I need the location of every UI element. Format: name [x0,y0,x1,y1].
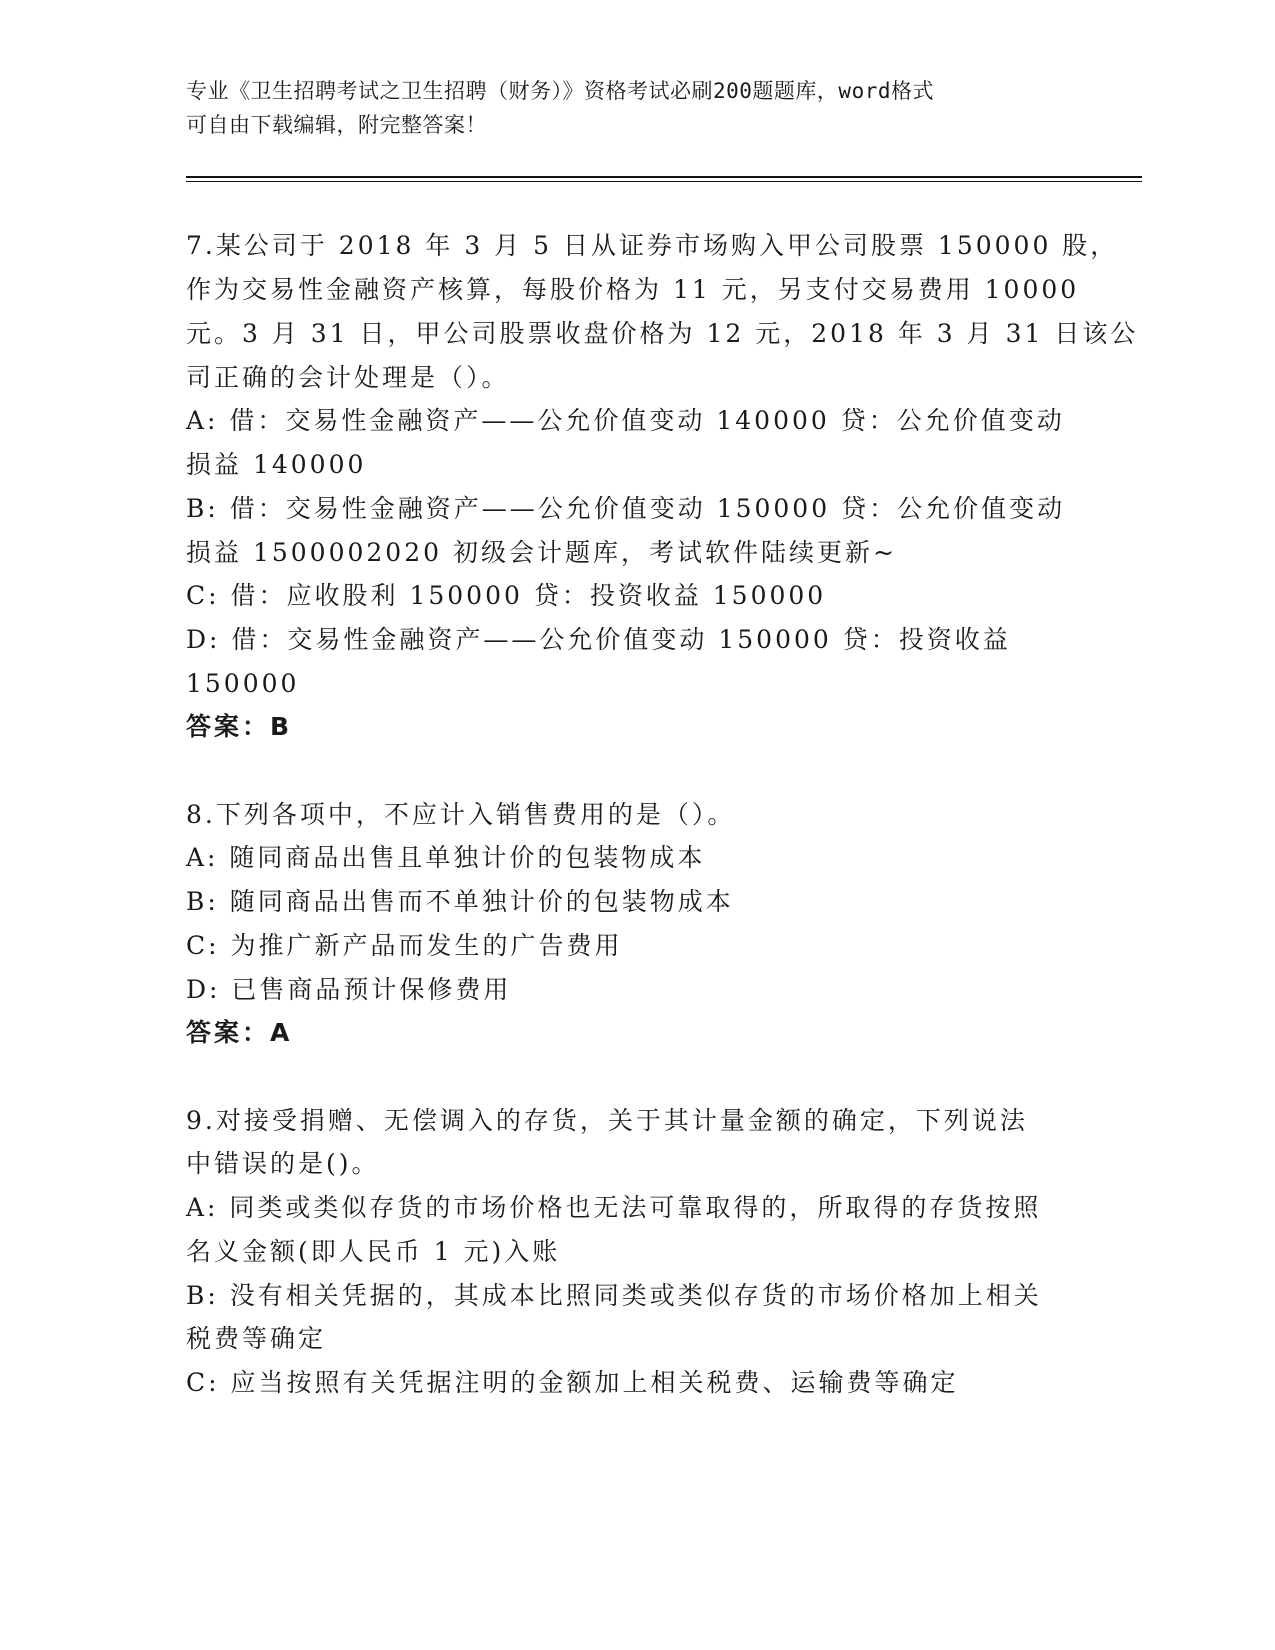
question-9-option-a: A: 同类或类似存货的市场价格也无法可靠取得的，所取得的存货按照 [186,1193,1042,1222]
question-9-stem-line-2: 中错误的是()。 [186,1149,380,1178]
question-8-answer: 答案：A [186,1018,293,1047]
question-8-option-d: D: 已售商品预计保修费用 [186,975,512,1004]
question-9-option-b: B: 没有相关凭据的，其成本比照同类或类似存货的市场价格加上相关 [186,1281,1042,1310]
question-7-stem-line-1: 7.某公司于 2018 年 3 月 5 日从证券市场购入甲公司股票 150000 股， [186,231,1119,260]
question-9-option-a-cont: 名义金额(即人民币 1 元)入账 [186,1237,561,1266]
header-divider-thin [186,181,1142,182]
question-7-stem-line-3: 元。3 月 31 日，甲公司股票收盘价格为 12 元，2018 年 3 月 31 日该公 [186,319,1139,348]
question-7-answer: 答案：B [186,712,293,741]
question-7-option-a: A: 借：交易性金融资产——公允价值变动 140000 贷：公允价值变动 [186,406,1065,435]
question-8-option-b: B: 随同商品出售而不单独计价的包装物成本 [186,887,734,916]
question-7-stem-line-4: 司正确的会计处理是（）。 [186,363,510,392]
question-7-option-d: D: 借：交易性金融资产——公允价值变动 150000 贷：投资收益 [186,625,1011,654]
header-title-line-1: 专业《卫生招聘考试之卫生招聘（财务）》资格考试必刷200题题库，word格式 [186,79,934,103]
document-header [186,74,1086,142]
question-8-option-c: C: 为推广新产品而发生的广告费用 [186,931,623,960]
question-7-option-b: B: 借：交易性金融资产——公允价值变动 150000 贷：公允价值变动 [186,494,1066,523]
question-8-option-a: A: 随同商品出售且单独计价的包装物成本 [186,843,706,872]
question-7-stem-line-2: 作为交易性金融资产核算，每股价格为 11 元，另支付交易费用 10000 [186,275,1080,304]
header-divider-thick [186,176,1142,178]
question-7-option-c: C: 借：应收股利 150000 贷：投资收益 150000 [186,581,827,610]
question-7-option-d-cont: 150000 [186,669,300,698]
question-7-option-b-cont: 损益 1500002020 初级会计题库，考试软件陆续更新~ [186,538,897,567]
question-7-option-a-cont: 损益 140000 [186,450,367,479]
question-8-stem: 8.下列各项中，不应计入销售费用的是（）。 [186,800,736,829]
question-9-option-b-cont: 税费等确定 [186,1324,327,1353]
question-9-option-c: C: 应当按照有关凭据注明的金额加上相关税费、运输费等确定 [186,1368,959,1397]
header-title-line-2: 可自由下载编辑，附完整答案！ [186,113,487,137]
question-9-stem-line-1: 9.对接受捐赠、无偿调入的存货，关于其计量金额的确定，下列说法 [186,1106,1028,1135]
